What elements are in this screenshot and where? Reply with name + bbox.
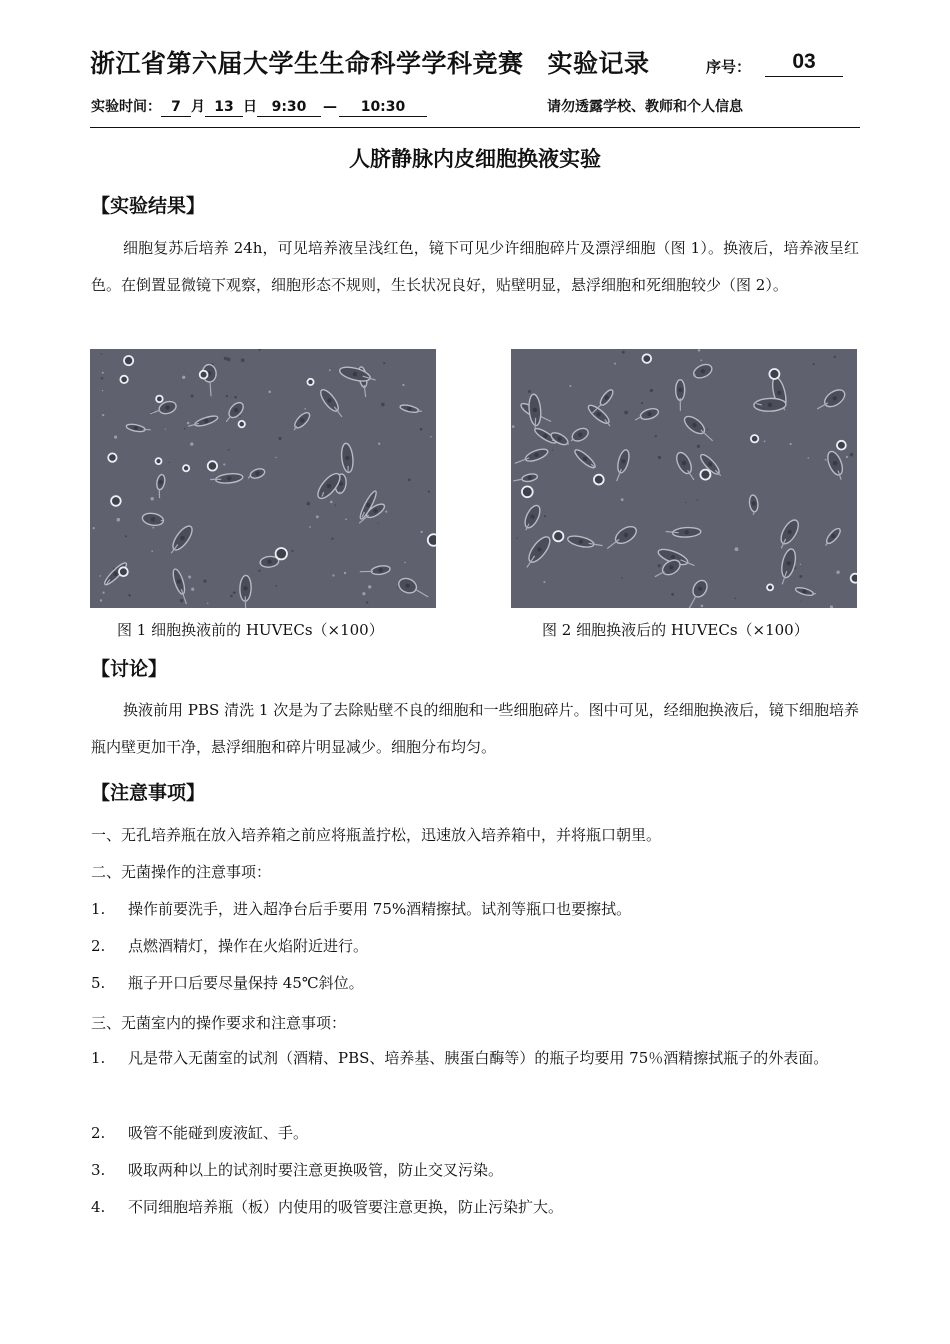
month-value: 7 — [161, 98, 191, 117]
list-text: 点燃酒精灯，操作在火焰附近进行。 — [128, 937, 369, 955]
list-text: 操作前要洗手，进入超净台后手要用 75%酒精擦拭。试剂等瓶口也要擦拭。 — [128, 900, 632, 918]
discussion-paragraph: 换液前用 PBS 清洗 1 次是为了去除贴壁不良的细胞和一些细胞碎片。图中可见，经细胞换液后，镜下细胞培养瓶内壁更加干净，悬浮细胞和碎片明显减少。细胞分布均匀。 — [91, 701, 859, 756]
document-title: 人脐静脉内皮细胞换液实验 — [349, 147, 601, 171]
list-text: 吸取两种以上的试剂时要注意更换吸管，防止交叉污染。 — [128, 1161, 504, 1179]
end-time: 10:30 — [339, 98, 427, 117]
list-number: 5. — [91, 974, 106, 992]
figure-1-micrograph — [90, 349, 436, 608]
results-paragraph: 细胞复苏后培养 24h，可见培养液呈浅红色，镜下可见少许细胞碎片及漂浮细胞（图 1）。换液后，培养液呈红色。在倒置显微镜下观察，细胞形态不规则，生长状况良好，贴壁明显，悬浮细胞和死细胞较少（图 2）。 — [91, 239, 859, 294]
list-number: 2. — [91, 1124, 106, 1142]
header-divider — [90, 127, 860, 128]
start-time: 9:30 — [257, 98, 321, 117]
serial-value: 03 — [765, 48, 843, 77]
competition-name: 浙江省第六届大学生生命科学学科竞赛 — [90, 49, 524, 78]
discussion-heading: 【讨论】 — [91, 658, 168, 680]
list-text: 不同细胞培养瓶（板）内使用的吸管要注意更换，防止污染扩大。 — [128, 1198, 564, 1216]
list-number: 2. — [91, 937, 106, 955]
list-text: 吸管不能碰到废液缸、手。 — [128, 1124, 309, 1142]
day-value: 13 — [205, 98, 243, 117]
figure-2-micrograph — [511, 349, 857, 608]
list-text: 凡是带入无菌室的试剂（酒精、PBS、培养基、胰蛋白酶等）的瓶子均要用 75％酒精擦拭瓶子的外表面。 — [128, 1049, 829, 1067]
list-number: 1. — [91, 1049, 106, 1067]
figure-2-caption: 图 2 细胞换液后的 HUVECs（×100） — [542, 621, 809, 639]
note-item-2: 二、无菌操作的注意事项： — [91, 863, 272, 881]
time-dash: — — [323, 99, 337, 115]
figure-1-caption: 图 1 细胞换液前的 HUVECs（×100） — [117, 621, 384, 639]
list-text: 瓶子开口后要尽量保持 45℃斜位。 — [128, 974, 364, 992]
serial-label: 序号： — [706, 58, 752, 76]
results-heading: 【实验结果】 — [91, 195, 206, 217]
list-number: 4. — [91, 1198, 106, 1216]
note-item-3: 三、无菌室内的操作要求和注意事项： — [91, 1014, 347, 1032]
month-unit: 月 — [191, 99, 205, 115]
note-item-1: 一、无孔培养瓶在放入培养箱之前应将瓶盖拧松，迅速放入培养箱中，并将瓶口朝里。 — [91, 826, 662, 844]
list-number: 3. — [91, 1161, 106, 1179]
notes-heading: 【注意事项】 — [91, 782, 206, 804]
time-label: 实验时间： — [91, 99, 161, 115]
privacy-notice: 请勿透露学校、教师和个人信息 — [547, 99, 743, 115]
day-unit: 日 — [243, 99, 257, 115]
list-number: 1. — [91, 900, 106, 918]
competition-title — [90, 44, 650, 80]
experiment-time — [91, 96, 427, 117]
record-label: 实验记录 — [547, 49, 650, 78]
